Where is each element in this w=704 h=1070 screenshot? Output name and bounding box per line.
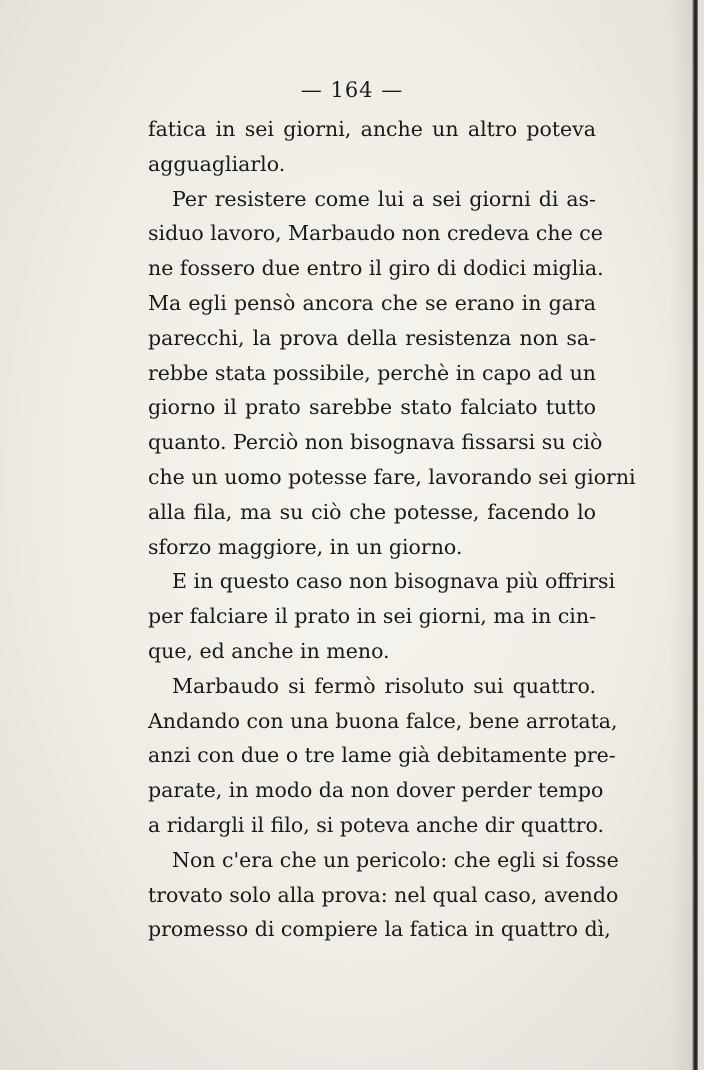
text-line: sforzo maggiore, in un giorno. xyxy=(148,534,463,559)
text-line: parecchi, la prova della resistenza non sa- xyxy=(148,325,596,350)
paragraph-start-line: E in questo caso non bisognava più offrirsi xyxy=(172,569,616,594)
paragraph-start-line: Per resistere come lui a sei giorni di as- xyxy=(172,186,596,211)
body-text xyxy=(148,112,636,947)
text-line: parate, in modo da non dover perder tempo xyxy=(148,778,604,803)
book-spine-edge xyxy=(692,0,698,1070)
text-line: ne fossero due entro il giro di dodici miglia. xyxy=(148,256,604,281)
text-line: che un uomo potesse fare, lavorando sei giorni xyxy=(148,464,636,489)
text-line: agguagliarlo. xyxy=(148,151,286,176)
text-line: fatica in sei giorni, anche un altro poteva xyxy=(148,117,596,141)
paragraph-start-line: Non c'era che un pericolo: che egli si fosse xyxy=(172,847,619,872)
text-line: a ridargli il filo, si poteva anche dir quattro. xyxy=(148,812,605,837)
page-number: — 164 — xyxy=(300,78,404,102)
text-line: giorno il prato sarebbe stato falciato tutto xyxy=(148,395,596,420)
text-line: rebbe stata possibile, perchè in capo ad un xyxy=(148,360,596,385)
text-line: alla fila, ma su ciò che potesse, facendo lo xyxy=(148,499,596,524)
text-line: Andando con una buona falce, bene arrotata, xyxy=(148,708,618,733)
text-line: que, ed anche in meno. xyxy=(148,638,390,663)
binding-shadow xyxy=(670,0,692,1070)
text-line: anzi con due o tre lame già debitamente pre- xyxy=(148,743,616,768)
text-line: per falciare il prato in sei giorni, ma in cin- xyxy=(148,604,596,629)
text-line: siduo lavoro, Marbaudo non credeva che ce xyxy=(148,221,603,246)
text-line: promesso di compiere la fatica in quattro dì, xyxy=(148,917,611,942)
text-line: Ma egli pensò ancora che se erano in gara xyxy=(148,290,596,315)
text-line: trovato solo alla prova: nel qual caso, avendo xyxy=(148,882,619,907)
paragraph-start-line: Marbaudo si fermò risoluto sui quattro. xyxy=(172,673,596,698)
text-line: quanto. Perciò non bisognava fissarsi su ciò xyxy=(148,430,603,455)
